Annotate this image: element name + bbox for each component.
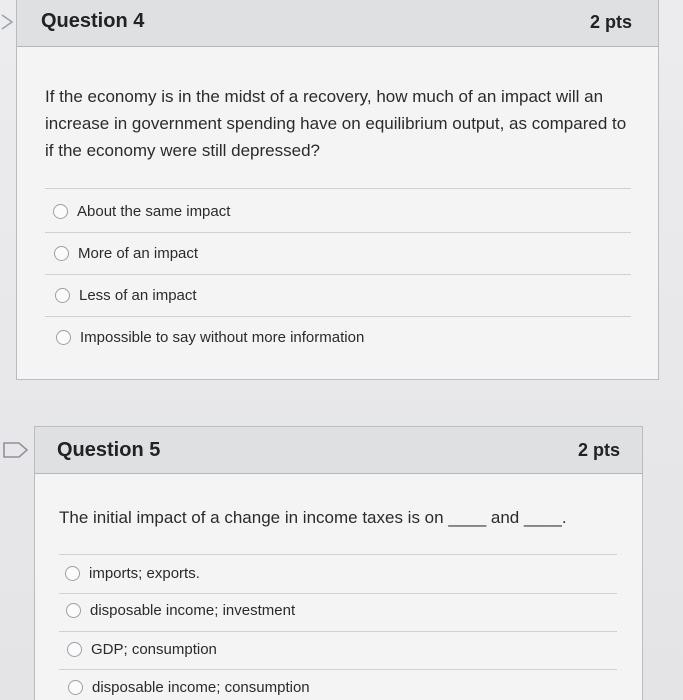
answer-option[interactable]	[55, 282, 197, 308]
answer-option[interactable]	[66, 597, 295, 623]
question-4	[16, 0, 659, 380]
answer-label: More of an impact	[78, 244, 199, 262]
question-5	[34, 426, 643, 700]
question-text	[59, 504, 619, 531]
fill-blank: ____	[448, 508, 487, 527]
question-title: Question 4	[41, 10, 145, 32]
radio-button[interactable]	[54, 246, 69, 261]
answer-label: disposable income; investment	[90, 601, 296, 619]
answer-option[interactable]	[54, 240, 198, 266]
radio-button[interactable]	[66, 603, 81, 618]
answer-option[interactable]	[67, 636, 217, 662]
radio-button[interactable]	[65, 566, 80, 581]
answer-label: imports; exports.	[89, 564, 200, 582]
answer-divider	[59, 669, 617, 670]
answer-label: disposable income; consumption	[92, 678, 310, 696]
answer-option[interactable]	[65, 560, 200, 586]
flag-question-icon[interactable]	[3, 442, 29, 458]
answer-divider	[59, 631, 617, 632]
answer-option[interactable]	[68, 674, 310, 700]
question-text-start: The initial impact of a change in income taxes is on	[59, 508, 444, 527]
radio-button[interactable]	[53, 204, 68, 219]
answer-option[interactable]	[56, 324, 364, 350]
question-header	[17, 0, 658, 47]
radio-button[interactable]	[55, 288, 70, 303]
question-title: Question 5	[57, 439, 161, 461]
question-header	[35, 427, 642, 474]
radio-button[interactable]	[67, 642, 82, 657]
question-points: 2 pts	[589, 12, 632, 32]
fill-blank: ____.	[524, 508, 567, 527]
answer-label: GDP; consumption	[91, 640, 217, 658]
answer-divider	[45, 232, 631, 233]
answer-divider	[45, 274, 631, 275]
answer-label: About the same impact	[77, 202, 231, 220]
answer-label: Less of an impact	[79, 286, 197, 304]
answer-label: Impossible to say without more information	[80, 328, 365, 346]
answer-divider	[59, 593, 617, 594]
question-text-middle: and	[490, 508, 520, 527]
question-points: 2 pts	[577, 440, 620, 460]
answer-option[interactable]	[53, 198, 230, 224]
radio-button[interactable]	[68, 680, 83, 695]
answer-divider	[45, 316, 631, 317]
radio-button[interactable]	[56, 330, 71, 345]
answer-divider	[59, 554, 617, 555]
question-text: If the economy is in the midst of a recovery, how much of an impact will an increase in government spending have on equilibrium output, as compared to if the economy were still depressed?	[45, 87, 627, 160]
answer-divider	[45, 188, 631, 189]
